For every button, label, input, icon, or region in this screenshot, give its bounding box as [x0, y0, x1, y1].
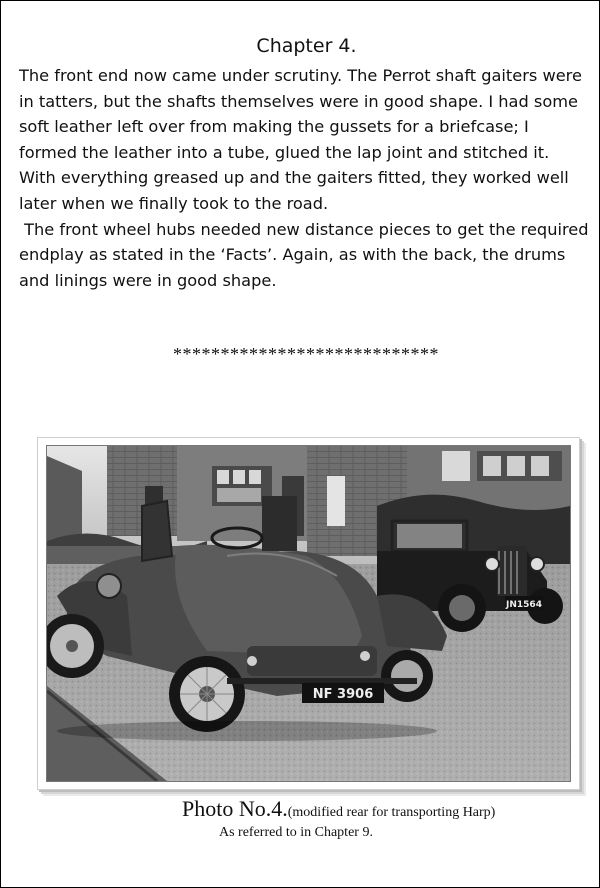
paragraph-1: The front end now came under scrutiny. The Perrot shaft gaiters were in tatters, but the shafts themselves were in good shape. I had some soft leather left over from making the gussets for a briefcase; I formed the leather into a tube, glued the lap joint and stitched it. With everything greased up and the gaiters fitted, they worked well later when we finally took to the road.	[19, 66, 588, 213]
photo-caption-subtitle: (modified rear for transporting Harp)	[287, 805, 496, 820]
paragraph-2: The front wheel hubs needed new distance pieces to get the required endplay as stated in the ‘Facts’. Again, as with the back, the drums and linings were in good shape.	[19, 219, 594, 290]
chapter-title: Chapter 4.	[256, 35, 357, 57]
near-car-plate: NF 3906	[312, 687, 374, 702]
vintage-car-photo	[46, 445, 571, 782]
far-car-plate: JN1564	[506, 600, 542, 610]
photo-caption	[182, 796, 495, 822]
photo-frame	[37, 437, 580, 790]
section-separator: ****************************	[173, 344, 439, 364]
photo-illustration	[47, 446, 570, 781]
photo-caption-title: Photo No.4.	[182, 796, 288, 821]
photo-caption-reference: As referred to in Chapter 9.	[219, 825, 373, 840]
body-text	[19, 63, 594, 293]
